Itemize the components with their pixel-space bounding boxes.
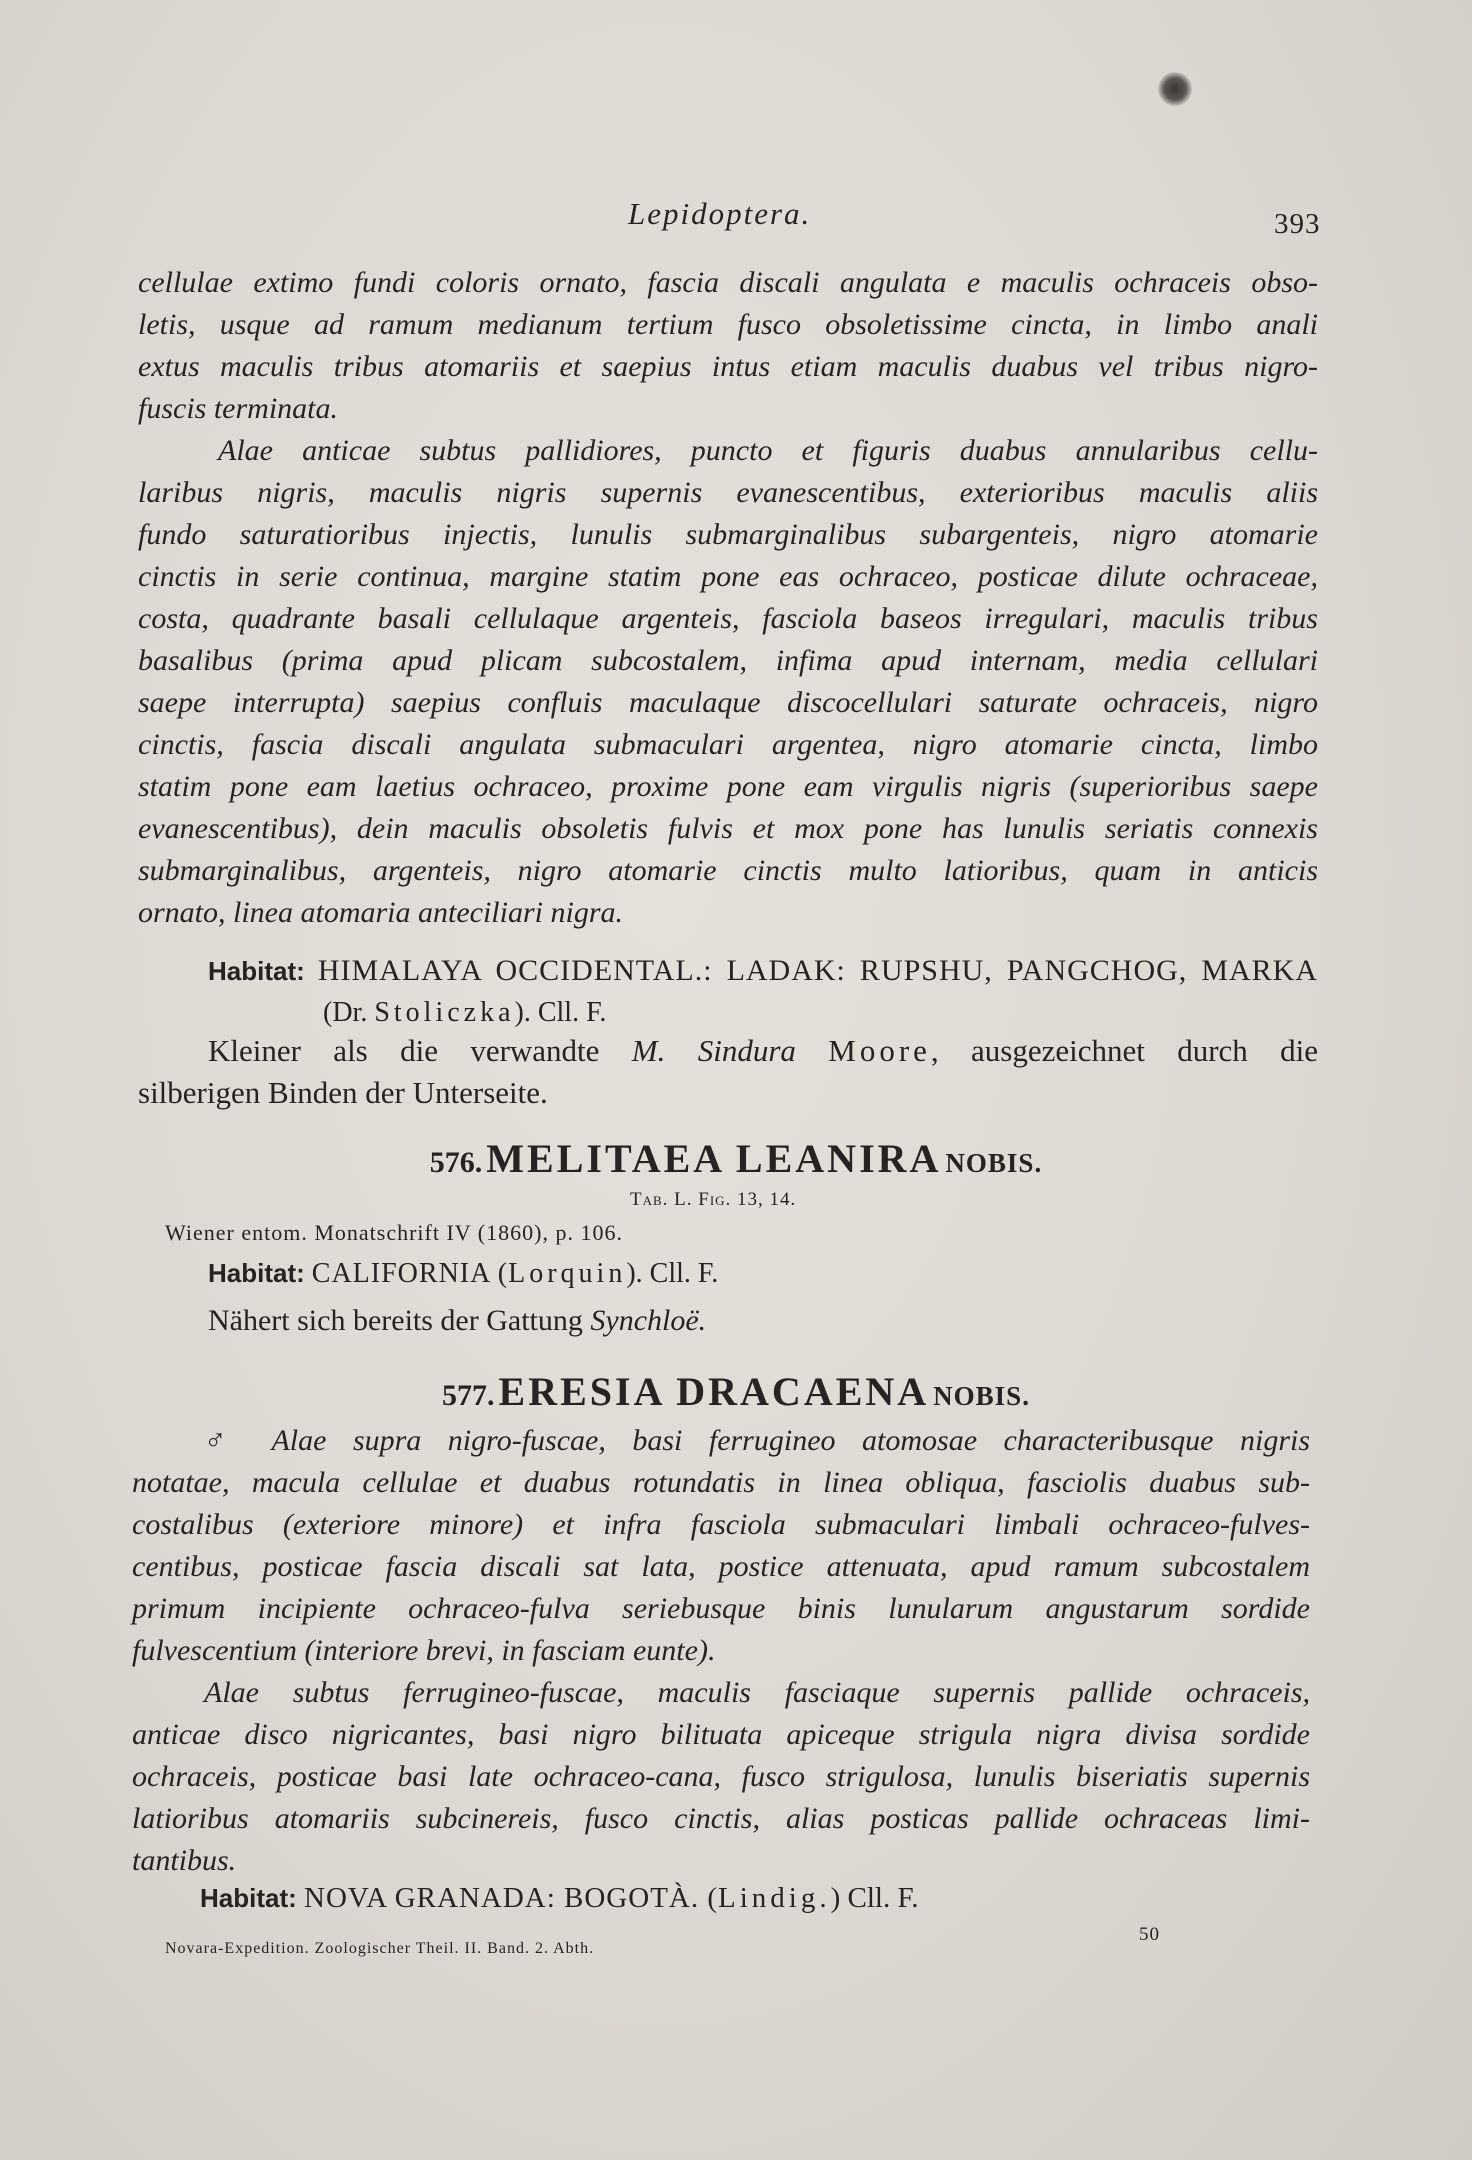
text-line: fundo saturatioribus injectis, lunulis submarginalibus subargenteis, nigro atomarie — [138, 518, 1318, 551]
species-title: MELITAEA LEANIRA — [486, 1136, 942, 1181]
text-line: letis, usque ad ramum medianum tertium fusco obsoletissime cincta, in limbo anali — [138, 308, 1318, 341]
text-line: primum incipiente ochraceo-fulva seriebusque binis lunularum angustarum sordide — [132, 1592, 1310, 1625]
habitat-line — [138, 950, 1318, 992]
species-name: M. Sindura — [631, 1033, 796, 1068]
remark-paragraph — [138, 1030, 1318, 1114]
text-line: laribus nigris, maculis nigris supernis evanescentibus, exterioribus maculis aliis — [138, 476, 1318, 509]
running-title: Lepidoptera. — [628, 196, 812, 231]
page-number: 393 — [1274, 208, 1321, 240]
genus-name: Synchloë. — [590, 1304, 707, 1337]
species-author: NOBIS. — [933, 1381, 1030, 1411]
footer-series-title: Novara-Expedition. Zoologischer Theil. II. Band. 2. Abth. — [165, 1940, 595, 1957]
text-line: fulvescentium (interiore brevi, in fasciam eunte). — [132, 1634, 716, 1667]
text-line: ♂ Alae supra nigro-fuscae, basi ferrugineo atomosae characteribusque nigris — [204, 1424, 1310, 1457]
habitat-block — [138, 950, 1318, 1034]
habitat-line: Habitat: CALIFORNIA (Lorquin). Cll. F. — [208, 1258, 719, 1289]
remark-line: Nähert sich bereits der Gattung Synchloë. — [208, 1304, 707, 1337]
species-576-heading — [0, 1135, 1472, 1182]
text-line: evanescentibus), dein maculis obsoletis fulvis et mox pone has lunulis seriatis connexis — [138, 812, 1318, 845]
text-line: notatae, macula cellulae et duabus rotundatis in linea obliqua, fasciolis duabus sub- — [132, 1466, 1310, 1499]
text-line: silberigen Binden der Unterseite. — [138, 1075, 548, 1110]
upperside-description — [132, 1420, 1310, 1672]
underside-description — [138, 430, 1318, 934]
collector-name: Lindig. — [718, 1882, 831, 1914]
text-line: basalibus (prima apud plicam subcostalem, infima apud internam, media cellulari — [138, 644, 1318, 677]
collector-name: Stoliczka — [374, 997, 515, 1028]
text-line: latioribus atomariis subcinereis, fusco cinctis, alias posticas pallide ochraceas limi- — [132, 1802, 1310, 1835]
text-line: saepe interrupta) saepius confluis maculaque discocellulari saturate ochraceis, nigro — [138, 686, 1318, 719]
underside-description-577 — [132, 1672, 1310, 1882]
text-line: Alae anticae subtus pallidiores, puncto et figuris duabus annularibus cellu- — [218, 434, 1318, 467]
text-line: ornato, linea atomaria anteciliari nigra. — [138, 896, 623, 929]
species-577-heading — [0, 1368, 1472, 1415]
collector-name: Lorquin — [508, 1258, 627, 1289]
text-line: ochraceis, posticae basi late ochraceo-cana, fusco strigulosa, lunulis biseriatis supernis — [132, 1760, 1310, 1793]
text-line: cinctis in serie continua, margine statim pone eas ochraceo, posticae dilute ochraceae, — [138, 560, 1318, 593]
text-line: cellulae extimo fundi coloris ornato, fascia discali angulata e maculis ochraceis obso- — [138, 266, 1318, 299]
literature-reference: Wiener entom. Monatschrift IV (1860), p. 106. — [165, 1220, 623, 1245]
signature-mark: 50 — [1139, 1924, 1160, 1945]
habitat-locality: HIMALAYA OCCIDENTAL.: LADAK: RUPSHU, PANGCHOG, MARKA — [317, 954, 1319, 987]
text-line: tantibus. — [132, 1844, 237, 1877]
text-line: submarginalibus, argenteis, nigro atomarie cinctis multo latioribus, quam in anticis — [138, 854, 1318, 887]
habitat-label: Habitat: — [200, 1883, 297, 1913]
habitat-line: Habitat: NOVA GRANADA: BOGOTÀ. (Lindig.) Cll. F. — [200, 1882, 919, 1914]
species-number: 577. — [442, 1379, 495, 1412]
habitat-label: Habitat: — [208, 1258, 305, 1288]
text-line: cinctis, fascia discali angulata submaculari argentea, nigro atomarie cincta, limbo — [138, 728, 1318, 761]
text-line: extus maculis tribus atomariis et saepius intus etiam maculis duabus vel tribus nigro- — [138, 350, 1318, 383]
species-number: 576. — [429, 1146, 483, 1179]
text-line: costa, quadrante basali cellulaque argenteis, fasciola baseos irregulari, maculis tribus — [138, 602, 1318, 635]
text-line: centibus, posticae fascia discali sat lata, postice attenuata, apud ramum subcostalem — [132, 1550, 1310, 1583]
author-name: Moore — [828, 1033, 931, 1068]
species-author: NOBIS. — [945, 1148, 1043, 1178]
text-line: statim pone eam laetius ochraceo, proxime pone eam virgulis nigris (superioribus saepe — [138, 770, 1318, 803]
text-line: costalibus (exteriore minore) et infra fasciola submaculari limbali ochraceo-fulves- — [132, 1508, 1310, 1541]
plate-reference: Tab. L. Fig. 13, 14. — [630, 1189, 797, 1210]
text-line: Kleiner als die verwandte M. Sindura Moore, ausgezeichnet durch die — [208, 1033, 1319, 1068]
species-title: ERESIA DRACAENA — [498, 1369, 930, 1414]
text-line: anticae disco nigricantes, basi nigro bilituata apiceque strigula nigra divisa sordide — [132, 1718, 1310, 1751]
continuation-paragraph — [138, 262, 1318, 430]
ink-blot — [1158, 72, 1192, 106]
text-line: Alae subtus ferrugineo-fuscae, maculis fasciaque supernis pallide ochraceis, — [204, 1676, 1310, 1709]
text-line: fuscis terminata. — [138, 392, 338, 425]
habitat-collector-line: (Dr. Stoliczka). Cll. F. — [323, 997, 607, 1028]
habitat-label: Habitat: — [208, 956, 305, 986]
